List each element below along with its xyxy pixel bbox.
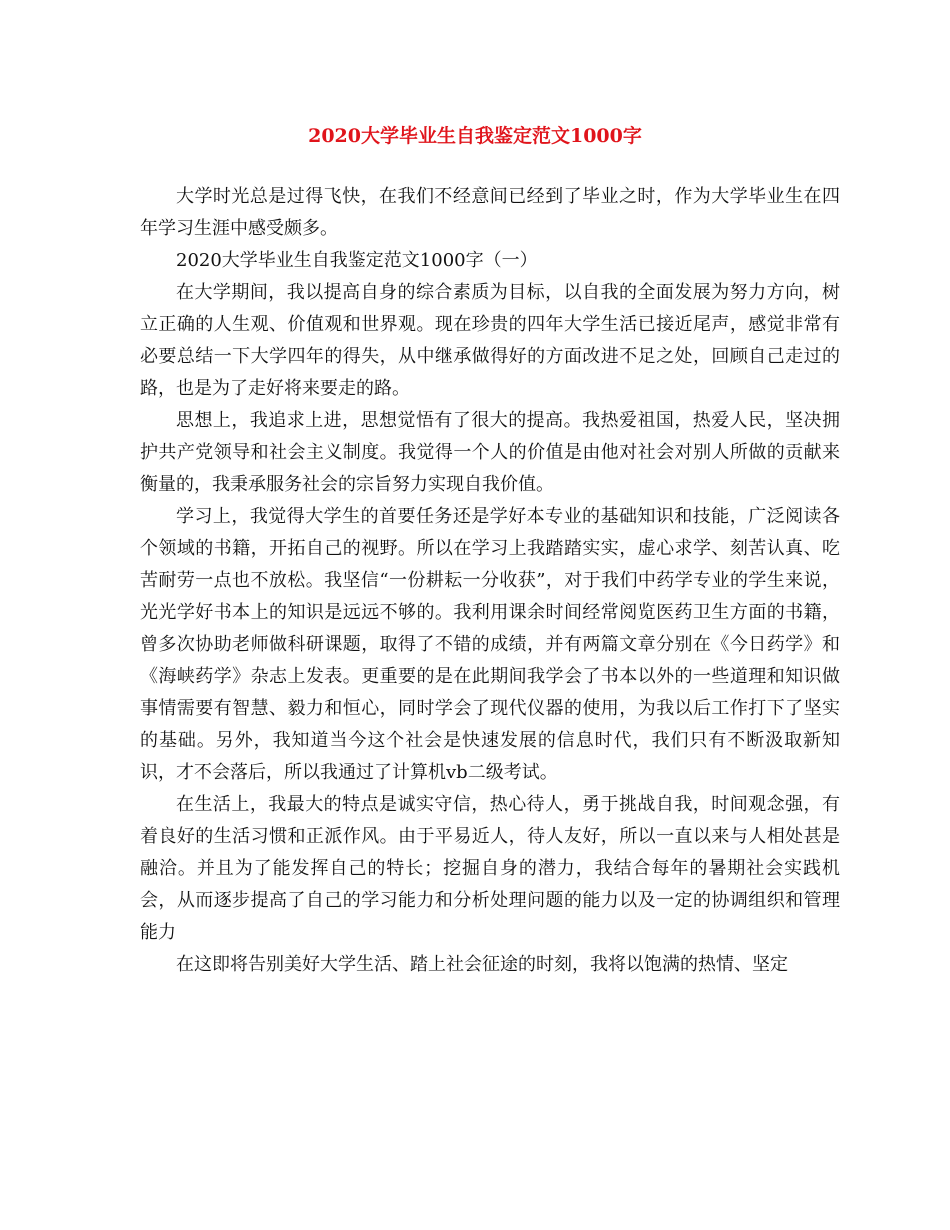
document-title: 2020大学毕业生自我鉴定范文1000字 — [308, 125, 642, 147]
paragraph-farewell: 在这即将告别美好大学生活、踏上社会征途的时刻，我将以饱满的热情、坚定 — [176, 954, 788, 975]
paragraph-college-period: 在大学期间，我以提高自身的综合素质为目标，以自我的全面发展为努力方向，树立正确的人生观、价值观和世界观。现在珍贵的四年大学生活已接近尾声，感觉非常有必要总结一下大学四年的得失，从中继承做得好的方面改进不足之处，回顾自己走过的路，也是为了走好将来要走的路。 — [140, 282, 840, 399]
paragraph-ideology: 思想上，我追求上进，思想觉悟有了很大的提高。我热爱祖国，热爱人民，坚决拥护共产党领导和社会主义制度。我觉得一个人的价值是由他对社会对别人所做的贡献来衡量的，我秉承服务社会的宗旨努力实现自我价值。 — [140, 410, 840, 495]
document-body — [140, 181, 840, 981]
paragraph-intro: 大学时光总是过得飞快，在我们不经意间已经到了毕业之时，作为大学毕业生在四年学习生涯中感受颇多。 — [140, 186, 840, 239]
paragraph-life: 在生活上，我最大的特点是诚实守信，热心待人，勇于挑战自我，时间观念强，有着良好的生活习惯和正派作风。由于平易近人，待人友好，所以一直以来与人相处甚是融洽。并且为了能发挥自己的特长；挖掘自身的潜力，我结合每年的暑期社会实践机会，从而逐步提高了自己的学习能力和分析处理问题的能力以及一定的协调组织和管理能力 — [140, 794, 840, 943]
paragraph-study: 学习上，我觉得大学生的首要任务还是学好本专业的基础知识和技能，广泛阅读各个领域的书籍，开拓自己的视野。所以在学习上我踏踏实实，虚心求学、刻苦认真、吃苦耐劳一点也不放松。我坚信“一份耕耘一分收获”，对于我们中药学专业的学生来说，光光学好书本上的知识是远远不够的。我利用课余时间经常阅览医药卫生方面的书籍，曾多次协助老师做科研课题，取得了不错的成绩，并有两篇文章分别在《今日药学》和《海峡药学》杂志上发表。更重要的是在此期间我学会了书本以外的一些道理和知识做事情需要有智慧、毅力和恒心，同时学会了现代仪器的使用，为我以后工作打下了坚实的基础。另外，我知道当今这个社会是快速发展的信息时代，我们只有不断汲取新知识，才不会落后，所以我通过了计算机vb二级考试。 — [140, 506, 840, 783]
section-heading: 2020大学毕业生自我鉴定范文1000字（一） — [176, 250, 538, 271]
